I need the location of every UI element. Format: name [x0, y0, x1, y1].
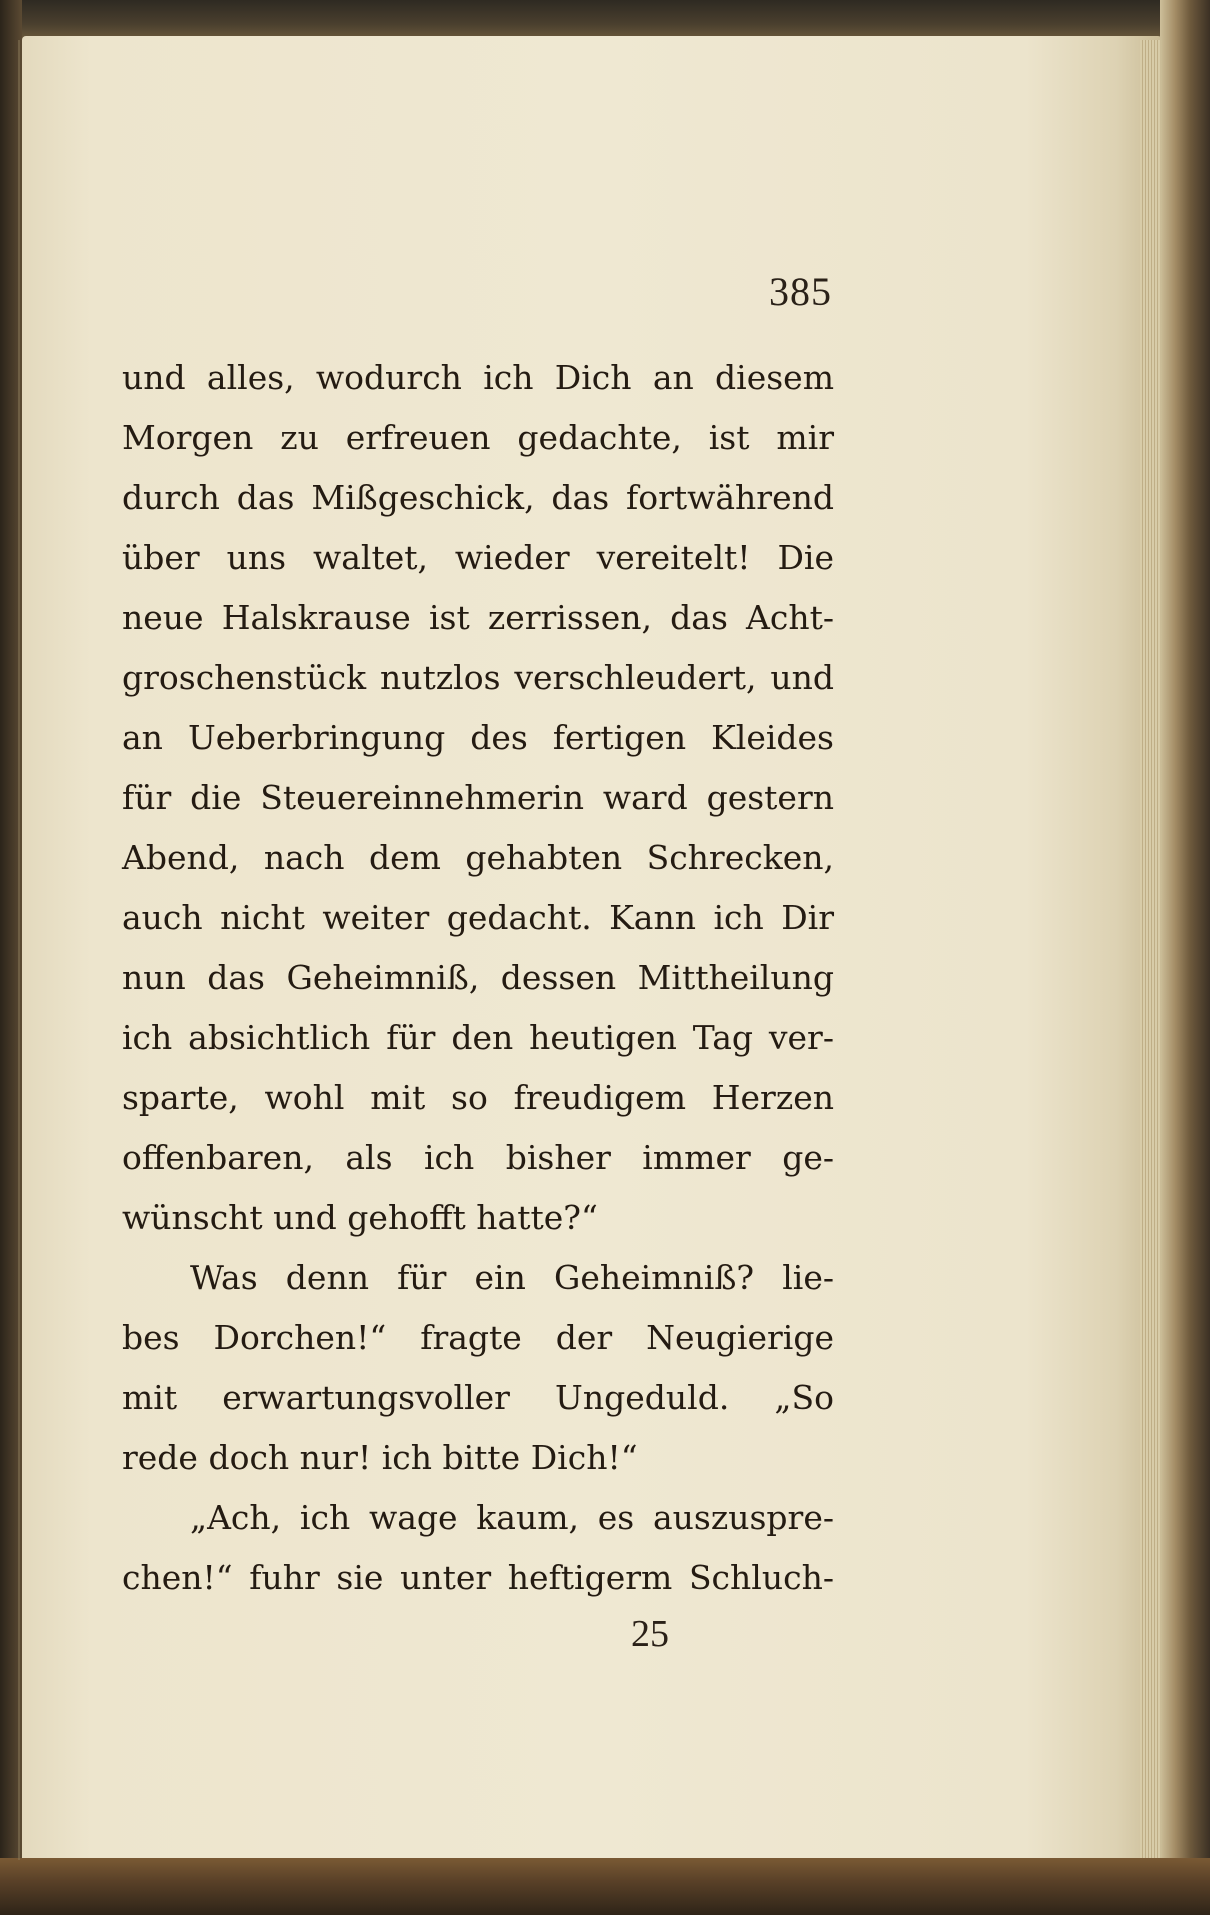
text-line: wünscht und gehofft hatte?“ [122, 1198, 598, 1237]
text-line: neue Halskrause ist zerrissen, das Acht- [122, 598, 834, 637]
text-line: ich absichtlich für den heutigen Tag ver- [122, 1018, 834, 1057]
text-line: offenbaren, als ich bisher immer ge- [122, 1138, 834, 1177]
gutter-shadow [18, 40, 20, 1860]
book-binding-right [1160, 0, 1210, 1915]
body-text [122, 348, 834, 1608]
book-binding-top [0, 0, 1210, 40]
text-line: chen!“ fuhr sie unter heftigerm Schluch- [122, 1558, 834, 1597]
text-line: über uns waltet, wieder vereitelt! Die [122, 538, 834, 577]
text-line: Morgen zu erfreuen gedachte, ist mir [122, 418, 834, 457]
text-line: groschenstück nutzlos verschleudert, und [122, 658, 834, 697]
text-line: auch nicht weiter gedacht. Kann ich Dir [122, 898, 834, 937]
text-line: mit erwartungsvoller Ungeduld. „So [122, 1378, 834, 1417]
text-line: rede doch nur! ich bitte Dich!“ [122, 1438, 638, 1477]
text-line: nun das Geheimniß, dessen Mittheilung [122, 958, 834, 997]
text-line: bes Dorchen!“ fragte der Neugierige [122, 1318, 834, 1357]
text-line: für die Steuereinnehmerin ward gestern [122, 778, 834, 817]
text-line: „Ach, ich wage kaum, es auszuspre- [190, 1498, 834, 1537]
text-line: und alles, wodurch ich Dich an diesem [122, 358, 834, 397]
book-binding-bottom [0, 1858, 1210, 1915]
text-line: sparte, wohl mit so freudigem Herzen [122, 1078, 834, 1117]
page-number: 385 [769, 269, 832, 314]
printer-signature-mark: 25 [631, 1613, 669, 1655]
text-line: an Ueberbringung des fertigen Kleides [122, 718, 834, 757]
text-line: durch das Mißgeschick, das fortwährend [122, 478, 834, 517]
text-line: Was denn für ein Geheimniß? lie- [190, 1258, 834, 1297]
text-line: Abend, nach dem gehabten Schrecken, [122, 838, 834, 877]
page-stack-edge [1140, 40, 1160, 1860]
